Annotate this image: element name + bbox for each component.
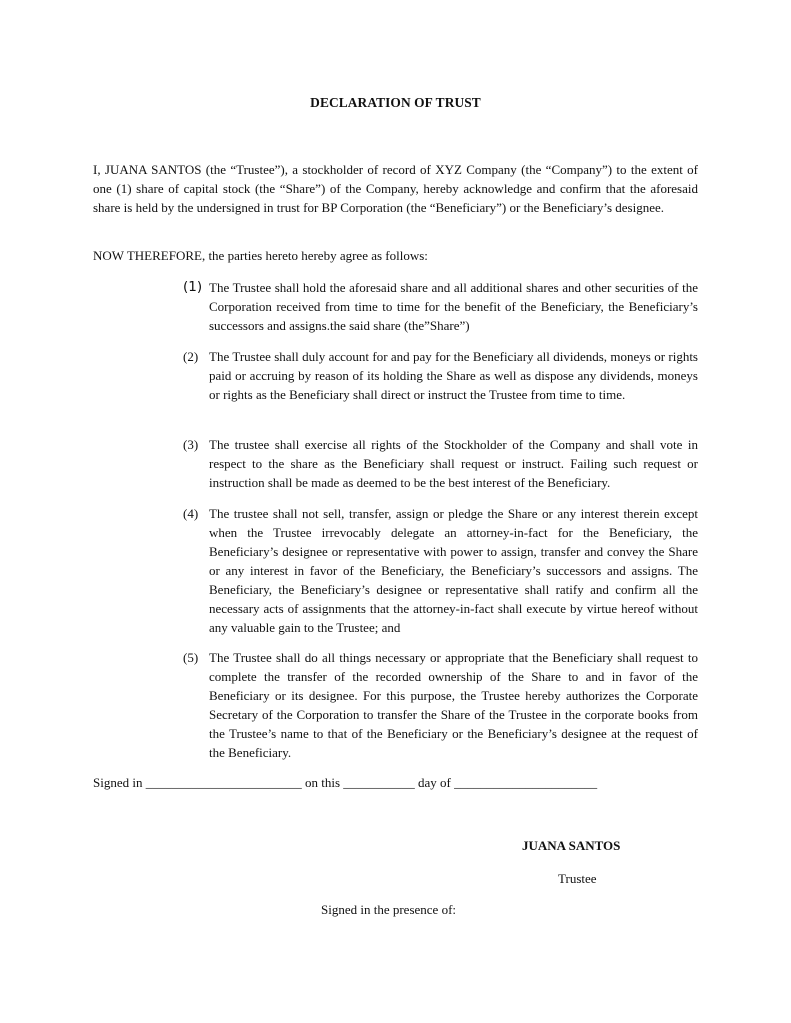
clause-text: The Trustee shall duly account for and pay for the Beneficiary all dividends, moneys or rights paid or accruing by reason of its holding the Share as well as dispose any dividends, moneys or rights as the Beneficiary shall direct or instruct the Trustee from time to time. — [209, 349, 698, 402]
signatory-name: JUANA SANTOS — [522, 838, 621, 853]
intro-paragraph: I, JUANA SANTOS (the “Trustee”), a stockholder of record of XYZ Company (the “Company”) to the extent of one (1) share of capital stock (the “Share”) of the Company, hereby acknowledge and confirm that the aforesaid share is held by the undersigned in trust for BP Corporation (the “Beneficiary”) or the Beneficiary’s designee. — [93, 162, 698, 215]
clause-item — [183, 278, 698, 335]
clause-item — [183, 347, 698, 404]
signatory-role: Trustee — [558, 871, 597, 886]
clause-text: The trustee shall not sell, transfer, assign or pledge the Share or any interest therein except when the Trustee irrevocably delegate an attorney-in-fact for the Beneficiary, the Beneficiary’s designee or representative with power to assign, transfer and convey the Share or any interest in favor of the Beneficiary, the Beneficiary’s successors and assigns. The Beneficiary, the Beneficiary’s designee or representative shall ratify and confirm all the necessary acts of assignments that the attorney-in-fact shall execute by virtue hereof without any valuable gain to the Trustee; and — [209, 506, 698, 635]
signed-in-presence-line: Signed in the presence of: — [321, 902, 457, 917]
clause-number: (2) — [183, 349, 199, 364]
signed-in-line: Signed in ________________________ on this ___________ day of ______________________ — [93, 775, 598, 790]
clause-number: (5) — [183, 650, 199, 665]
clause-item — [183, 504, 698, 637]
clause-number: (4) — [183, 506, 199, 521]
clause-number: (3) — [183, 437, 199, 452]
clause-text: The trustee shall exercise all rights of the Stockholder of the Company and shall vote in respect to the share as the Beneficiary shall request or instruct. Failing such request or instruction shall be made as deemed to be the best interest of the Beneficiary. — [209, 437, 698, 490]
clause-text: The Trustee shall do all things necessary or appropriate that the Beneficiary shall request to complete the transfer of the recorded ownership of the Share to and in favor of the Beneficiary or its designee. For this purpose, the Trustee hereby authorizes the Corporate Secretary of the Corporation to transfer the Share of the Trustee in the corporate books from the Trustee’s name to that of the Beneficiary or the Beneficiary’s designee at the request of the Beneficiary. — [209, 650, 698, 760]
document-title: DECLARATION OF TRUST — [310, 95, 481, 110]
now-therefore-paragraph: NOW THEREFORE, the parties hereto hereby agree as follows: — [93, 248, 428, 263]
clause-item — [183, 648, 698, 762]
clause-number: (1) — [183, 279, 203, 295]
clause-text: The Trustee shall hold the aforesaid share and all additional shares and other securities of the Corporation received from time to time for the benefit of the Beneficiary, the Beneficiary’s successors and assigns.the said share (the”Share”) — [209, 280, 698, 333]
clause-item — [183, 435, 698, 492]
